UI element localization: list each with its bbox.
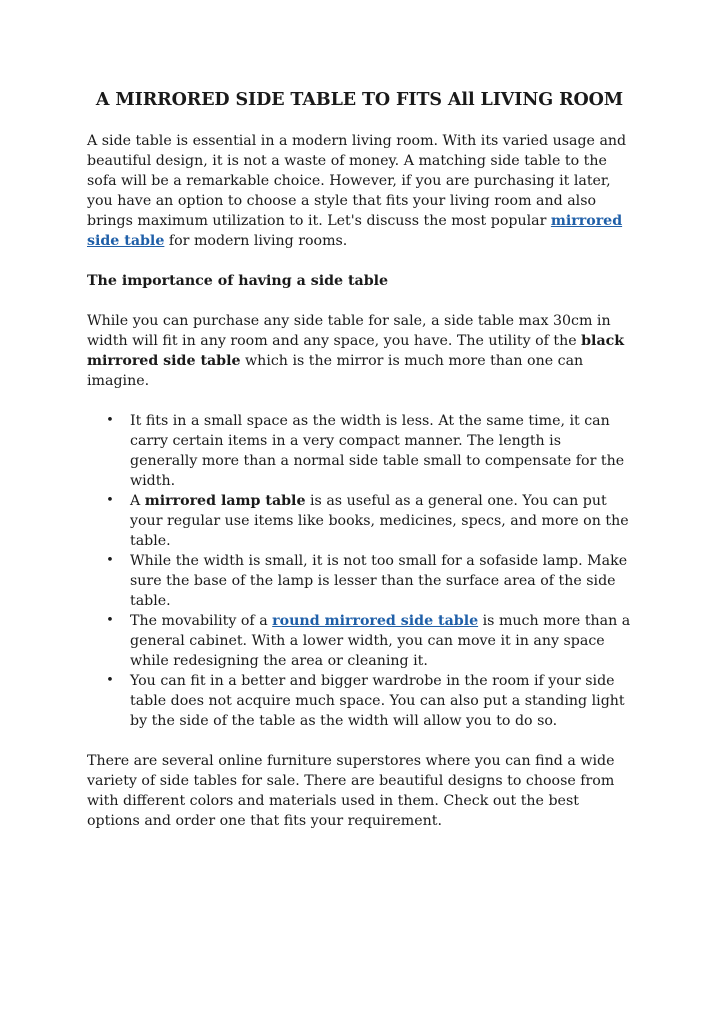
utility-text-end: which is the mirror is much more than one can imagine.: [87, 353, 584, 389]
bullet-icon: •: [106, 413, 114, 428]
utility-paragraph: [87, 311, 632, 391]
document-title: A MIRRORED SIDE TABLE TO FITS All LIVING ROOM: [95, 90, 624, 110]
list-item-text: You can fit in a better and bigger wardrobe in the room if your side table does not acquire much space. You can also put a standing light by the side of the table as the width will allow you to do so.: [130, 673, 625, 729]
list-item: [87, 491, 632, 551]
intro-text-end: for modern living rooms.: [164, 233, 348, 249]
bullet-icon: •: [106, 673, 114, 688]
round-mirrored-side-table-link[interactable]: round mirrored side table: [272, 613, 479, 629]
closing-paragraph: There are several online furniture superstores where you can find a wide variety of side tables for sale. There are beautiful designs to choose from with different colors and materials used in them. Check out the best options and order one that fits your requirement.: [87, 753, 615, 829]
list-item-text-end: is as useful as a general one. You can put your regular use items like books, medicines, specs, and more on the table.: [130, 493, 629, 549]
mirrored-lamp-table-bold: mirrored lamp table: [144, 493, 306, 509]
list-item: [87, 671, 632, 731]
black-mirrored-side-table-bold: black mirrored side table: [87, 333, 625, 369]
list-item: [87, 411, 632, 491]
list-item: [87, 611, 632, 671]
list-item-text-start: The movability of a: [130, 613, 273, 629]
list-item-text: While the width is small, it is not too small for a sofaside lamp. Make sure the base of the lamp is lesser than the surface area of the side table.: [130, 553, 628, 609]
list-item: [87, 551, 632, 611]
bullet-icon: •: [106, 553, 114, 568]
benefits-list: [87, 411, 632, 731]
list-item-text-end: is much more than a general cabinet. With a lower width, you can move it in any space while redesigning the area or cleaning it.: [130, 613, 631, 669]
intro-paragraph: [87, 131, 632, 251]
bullet-icon: •: [106, 493, 114, 508]
section-heading: The importance of having a side table: [87, 273, 389, 289]
list-item-text: It fits in a small space as the width is less. At the same time, it can carry certain items in a very compact manner. The length is generally more than a normal side table small to compensate for the width.: [130, 413, 625, 489]
bullet-icon: •: [106, 613, 114, 628]
document-body: [87, 88, 632, 851]
mirrored-side-table-link[interactable]: mirrored side table: [87, 213, 623, 249]
utility-text-start: While you can purchase any side table for sale, a side table max 30cm in width will fit in any room and any space, you have. The utility of the: [87, 313, 611, 349]
list-item-text-start: A: [130, 493, 145, 509]
intro-text-start: A side table is essential in a modern living room. With its varied usage and beautiful design, it is not a waste of money. A matching side table to the sofa will be a remarkable choice. However, if you are purchasing it later, you have an option to choose a style that fits your living room and also brings maximum utilization to it. Let's discuss the most popular: [87, 133, 627, 229]
